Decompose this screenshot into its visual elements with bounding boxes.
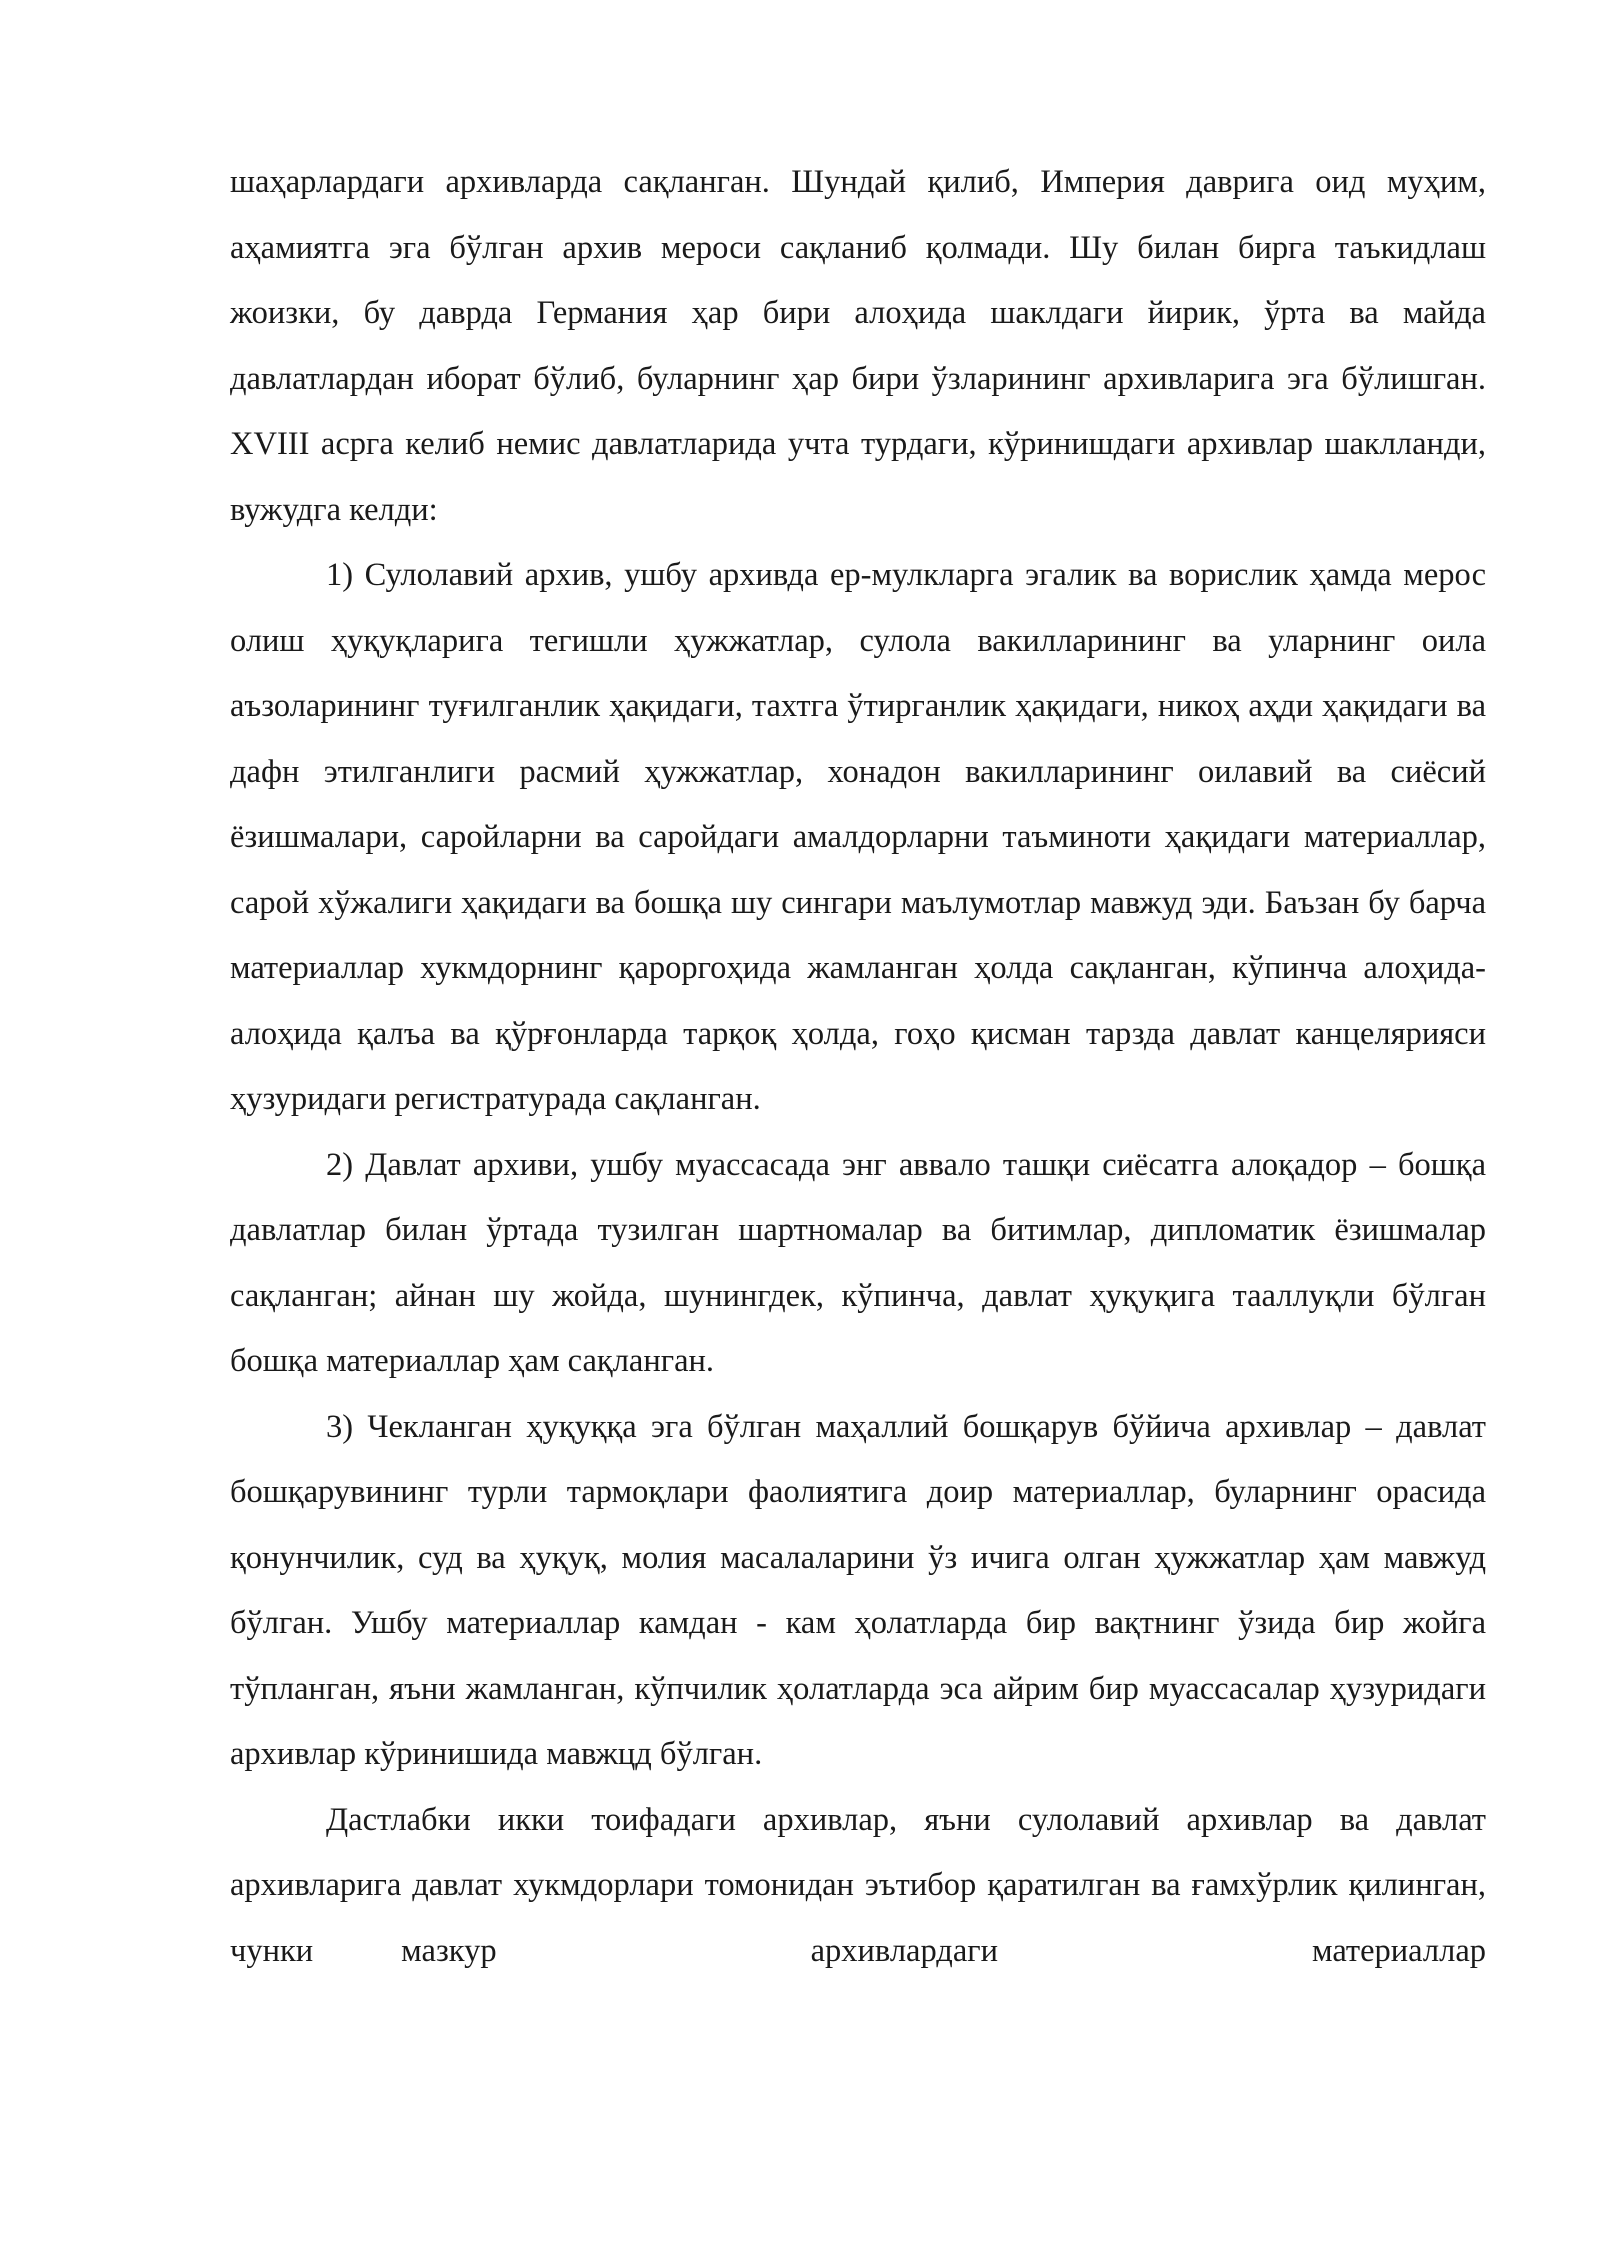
paragraph-first-two-types-text: Дастлабки икки тоифадаги архивлар, яъни сулолавий архивлар ва давлат архивларига давлат хукмдорлари томонидан эътибор қаратилган ва ғамхўрлик қилинган, чунки — [230, 1801, 1486, 1969]
document-body — [230, 150, 1486, 1984]
paragraph-dynastic-archive: 1) Сулолавий архив, ушбу архивда ер-мулкларга эгалик ва ворислик ҳамда мерос олиш ҳуқуқларига тегишли ҳужжатлар, сулола вакилларининг ва уларнинг оила аъзоларининг туғилганлик ҳақидаги, тахтга ўтирганлик ҳақидаги, никоҳ аҳди ҳақидаги ва дафн этилганлиги расмий ҳужжатлар, хонадон вакилларининг оилавий ва сиёсий ёзишмалари, саройларни ва саройдаги амалдорларни таъминоти ҳақидаги материаллар, сарой хўжалиги ҳақидаги ва бошқа шу сингари маълумотлар мавжуд эди. Баъзан бу барча материаллар хукмдорнинг қароргоҳида жамланган ҳолда сақланган, кўпинча алоҳида-алоҳида қалъа ва қўрғонларда тарқоқ ҳолда, гоҳо қисман тарзда давлат канцелярияси ҳузуридаги регистратурада сақланган. — [230, 557, 1486, 1117]
paragraph-state-archive: 2) Давлат архиви, ушбу муассасада энг аввало ташқи сиёсатга алоқадор – бошқа давлатлар билан ўртада тузилган шартномалар ва битимлар, дипломатик ёзишмалар сақланган; айнан шу жойда, шунингдек, кўпинча, давлат ҳуқуқига тааллуқли бўлган бошқа материаллар ҳам сақланган. — [230, 1146, 1486, 1379]
paragraph-first-two-types-continuation: мазкур архивлардаги материаллар — [401, 1932, 1486, 1969]
paragraph-local-archives: 3) Чекланган ҳуқуққа эга бўлган маҳаллий бошқарув бўйича архивлар – давлат бошқарувининг турли тармоқлари фаолиятига доир материаллар, буларнинг орасида қонунчилик, суд ва ҳуқуқ, молия масалаларини ўз ичига олган ҳужжатлар ҳам мавжуд бўлган. Ушбу материаллар камдан - кам ҳолатларда бир вақтнинг ўзида бир жойга тўпланган, яъни жамланган, кўпчилик ҳолатларда эса айрим бир муассасалар ҳузуридаги архивлар кўринишида мавжцд бўлган. — [230, 1408, 1486, 1772]
paragraph-intro: шаҳарлардаги архивларда сақланган. Шундай қилиб, Империя даврига оид муҳим, аҳамиятга эга бўлган архив мероси сақланиб қолмади. Шу билан бирга таъкидлаш жоизки, бу даврда Германия ҳар бири алоҳида шаклдаги йирик, ўрта ва майда давлатлардан иборат бўлиб, буларнинг ҳар бири ўзларининг архивларига эга бўлишган. XVIII асрга келиб немис давлатларида учта турдаги, кўринишдаги архивлар шаклланди, вужудга келди: — [230, 164, 1486, 528]
paragraph-first-two-types — [230, 1788, 1486, 1985]
